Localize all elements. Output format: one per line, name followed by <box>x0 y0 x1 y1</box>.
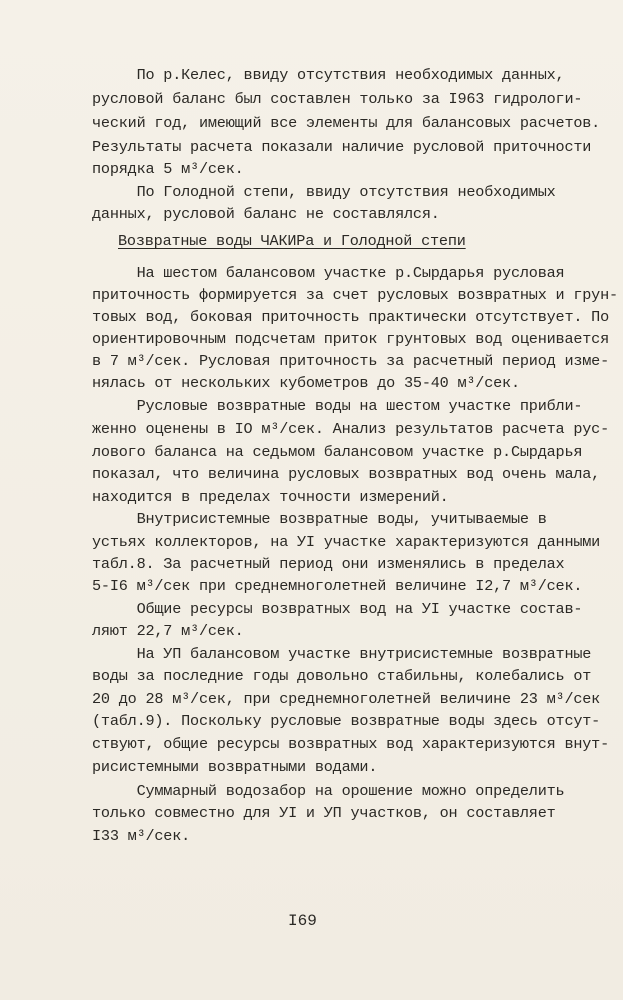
text-line: По р.Келес, ввиду отсутствия необходимых данных, <box>92 66 565 84</box>
text-line: порядка 5 м³/сек. <box>92 160 244 178</box>
page-number: I69 <box>288 912 317 930</box>
text-line: устьях коллекторов, на УI участке характеризуются данными <box>92 533 601 551</box>
text-line: На УП балансовом участке внутрисистемные возвратные <box>92 645 592 663</box>
text-line: 20 до 28 м³/сек, при среднемноголетней величине 23 м³/сек <box>92 690 601 708</box>
text-line: русловой баланс был составлен только за I963 гидрологи- <box>92 90 583 108</box>
text-line: приточность формируется за счет русловых возвратных и грун- <box>92 286 618 304</box>
text-line: женно оценены в IO м³/сек. Анализ результатов расчета рус- <box>92 420 610 438</box>
text-line: только совместно для УI и УП участков, он составляет <box>92 804 556 822</box>
text-line: ческий год, имеющий все элементы для балансовых расчетов. <box>92 114 601 132</box>
text-line: Общие ресурсы возвратных вод на УI участке состав- <box>92 600 583 618</box>
text-line: ствуют, общие ресурсы возвратных вод характеризуются внут- <box>92 735 610 753</box>
text-line: товых вод, боковая приточность практически отсутствует. По <box>92 308 610 326</box>
text-line: табл.8. За расчетный период они изменялись в пределах <box>92 555 565 573</box>
text-line: Русловые возвратные воды на шестом участке прибли- <box>92 397 583 415</box>
text-line: (табл.9). Поскольку русловые возвратные воды здесь отсут- <box>92 712 601 730</box>
text-line: показал, что величина русловых возвратных вод очень мала, <box>92 465 601 483</box>
text-line: в 7 м³/сек. Русловая приточность за расчетный период изме- <box>92 352 610 370</box>
text-line: ориентировочным подсчетам приток грунтовых вод оценивается <box>92 330 610 348</box>
text-line: ляют 22,7 м³/сек. <box>92 622 244 640</box>
text-line: Результаты расчета показали наличие русловой приточности <box>92 138 592 156</box>
text-line: находится в пределах точности измерений. <box>92 488 449 506</box>
text-line: Суммарный водозабор на орошение можно определить <box>92 782 565 800</box>
text-line: рисистемными возвратными водами. <box>92 758 378 776</box>
text-line: нялась от нескольких кубометров до 35-40 м³/сек. <box>92 374 520 392</box>
text-line: Внутрисистемные возвратные воды, учитываемые в <box>92 510 547 528</box>
text-line: 5-I6 м³/сек при среднемноголетней величине I2,7 м³/сек. <box>92 577 583 595</box>
text-line: На шестом балансовом участке р.Сырдарья русловая <box>92 264 565 282</box>
text-line: I33 м³/сек. <box>92 827 191 845</box>
text-line: По Голодной степи, ввиду отсутствия необходимых <box>92 183 556 201</box>
text-line: лового баланса на седьмом балансовом участке р.Сырдарья <box>92 443 583 461</box>
text-line: воды за последние годы довольно стабильны, колебались от <box>92 667 592 685</box>
section-heading: Возвратные воды ЧАКИРа и Голодной степи <box>118 232 466 250</box>
text-line: данных, русловой баланс не составлялся. <box>92 205 440 223</box>
